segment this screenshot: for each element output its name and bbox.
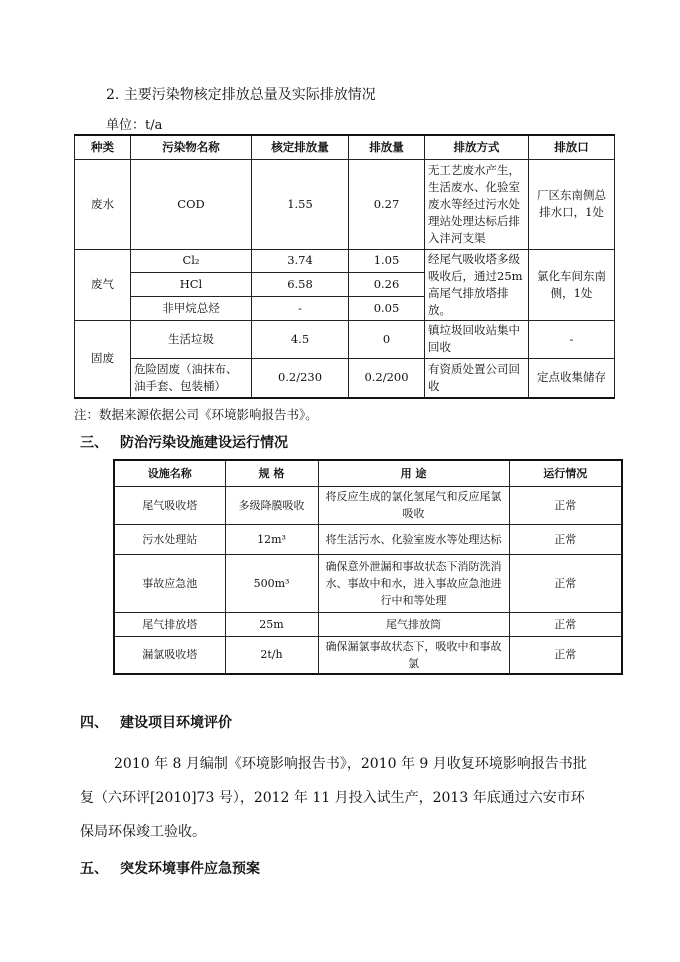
table-row bbox=[114, 486, 622, 524]
method-cell: 有资质处置公司回收 bbox=[425, 358, 529, 398]
spec-cell: 多级降膜吸收 bbox=[225, 486, 318, 524]
approved-cell: 0.2/230 bbox=[252, 358, 349, 398]
pollutant-cell: 生活垃圾 bbox=[131, 320, 252, 358]
actual-cell: 0.26 bbox=[349, 273, 425, 297]
outlet-cell: - bbox=[529, 320, 615, 358]
table-row bbox=[114, 612, 622, 636]
facility-name-cell: 漏氯吸收塔 bbox=[114, 636, 225, 674]
header-cell: 核定排放量 bbox=[252, 135, 349, 159]
paragraph-line: 保局环保竣工验收。 bbox=[80, 824, 206, 840]
header-cell: 运行情况 bbox=[509, 460, 622, 486]
header-cell: 排放方式 bbox=[425, 135, 529, 159]
section-heading-3 bbox=[80, 432, 288, 452]
approved-cell: - bbox=[252, 296, 349, 320]
spec-cell: 25m bbox=[225, 612, 318, 636]
facility-name-cell: 尾气排放塔 bbox=[114, 612, 225, 636]
table-header-row bbox=[75, 135, 615, 159]
actual-cell: 0.27 bbox=[349, 159, 425, 249]
actual-cell: 0.2/200 bbox=[349, 358, 425, 398]
table-row bbox=[114, 524, 622, 554]
outlet-cell: 氯化车间东南侧，1处 bbox=[529, 249, 615, 320]
spec-cell: 2t/h bbox=[225, 636, 318, 674]
table-header-row bbox=[114, 460, 622, 486]
facility-name-cell: 污水处理站 bbox=[114, 524, 225, 554]
header-cell: 排放口 bbox=[529, 135, 615, 159]
status-cell: 正常 bbox=[509, 524, 622, 554]
table-row bbox=[75, 249, 615, 273]
use-cell: 将反应生成的氯化氢尾气和反应尾氯吸收 bbox=[318, 486, 509, 524]
status-cell: 正常 bbox=[509, 486, 622, 524]
section-number: 五、 bbox=[80, 861, 108, 877]
use-cell: 确保漏氯事故状态下，吸收中和事故氯 bbox=[318, 636, 509, 674]
outlet-cell: 厂区东南侧总排水口，1处 bbox=[529, 159, 615, 249]
use-cell: 尾气排放筒 bbox=[318, 612, 509, 636]
header-cell: 排放量 bbox=[349, 135, 425, 159]
method-cell: 镇垃圾回收站集中回收 bbox=[425, 320, 529, 358]
section-number: 三、 bbox=[80, 435, 108, 451]
header-cell: 规 格 bbox=[225, 460, 318, 486]
section-number: 四、 bbox=[80, 715, 108, 731]
spec-cell: 12m³ bbox=[225, 524, 318, 554]
section-title: 防治污染设施建设运行情况 bbox=[120, 435, 288, 451]
type-cell: 废水 bbox=[75, 159, 131, 249]
paragraph-line: 复（六环评[2010]73 号），2012 年 11 月投入试生产，2013 年底通过六安市环 bbox=[80, 790, 585, 806]
section-title: 突发环境事件应急预案 bbox=[120, 861, 260, 877]
environmental-assessment-paragraph bbox=[80, 747, 600, 849]
table-row bbox=[114, 636, 622, 674]
paragraph-line: 2010 年 8 月编制《环境影响报告书》，2010 年 9 月收复环境影响报告书批 bbox=[114, 756, 587, 772]
header-cell: 种类 bbox=[75, 135, 131, 159]
header-cell: 污染物名称 bbox=[131, 135, 252, 159]
type-cell: 废气 bbox=[75, 249, 131, 320]
table-row bbox=[75, 320, 615, 358]
method-cell: 无工艺废水产生，生活废水、化验室废水等经过污水处理站处理达标后排入沣河支渠 bbox=[425, 159, 529, 249]
use-cell: 确保意外泄漏和事故状态下消防洗消水、事故中和水，进入事故应急池进行中和等处理 bbox=[318, 554, 509, 612]
section-heading-4 bbox=[80, 712, 232, 732]
spec-cell: 500m³ bbox=[225, 554, 318, 612]
subheading-emissions: 2. 主要污染物核定排放总量及实际排放情况 bbox=[106, 87, 376, 103]
actual-cell: 0 bbox=[349, 320, 425, 358]
facilities-table bbox=[113, 459, 623, 675]
section-heading-5 bbox=[80, 858, 260, 878]
facility-name-cell: 事故应急池 bbox=[114, 554, 225, 612]
header-cell: 设施名称 bbox=[114, 460, 225, 486]
facility-name-cell: 尾气吸收塔 bbox=[114, 486, 225, 524]
status-cell: 正常 bbox=[509, 636, 622, 674]
pollutant-cell: HCl bbox=[131, 273, 252, 297]
table-row bbox=[75, 159, 615, 249]
approved-cell: 4.5 bbox=[252, 320, 349, 358]
status-cell: 正常 bbox=[509, 554, 622, 612]
table-row bbox=[114, 554, 622, 612]
method-cell: 经尾气吸收塔多级吸收后，通过25m高尾气排放塔排放。 bbox=[425, 249, 529, 320]
pollutant-cell: 危险固废（油抹布、油手套、包装桶） bbox=[131, 358, 252, 398]
pollutant-cell: COD bbox=[131, 159, 252, 249]
outlet-cell: 定点收集储存 bbox=[529, 358, 615, 398]
approved-cell: 6.58 bbox=[252, 273, 349, 297]
status-cell: 正常 bbox=[509, 612, 622, 636]
unit-label: 单位：t/a bbox=[106, 118, 163, 133]
type-cell: 固废 bbox=[75, 320, 131, 398]
pollutant-cell: Cl₂ bbox=[131, 249, 252, 273]
section-title: 建设项目环境评价 bbox=[120, 715, 232, 731]
approved-cell: 3.74 bbox=[252, 249, 349, 273]
table-row bbox=[75, 358, 615, 398]
approved-cell: 1.55 bbox=[252, 159, 349, 249]
header-cell: 用 途 bbox=[318, 460, 509, 486]
emissions-table bbox=[74, 134, 615, 399]
pollutant-cell: 非甲烷总烃 bbox=[131, 296, 252, 320]
actual-cell: 1.05 bbox=[349, 249, 425, 273]
actual-cell: 0.05 bbox=[349, 296, 425, 320]
use-cell: 将生活污水、化验室废水等处理达标 bbox=[318, 524, 509, 554]
data-source-note: 注：数据来源依据公司《环境影响报告书》。 bbox=[74, 407, 318, 422]
